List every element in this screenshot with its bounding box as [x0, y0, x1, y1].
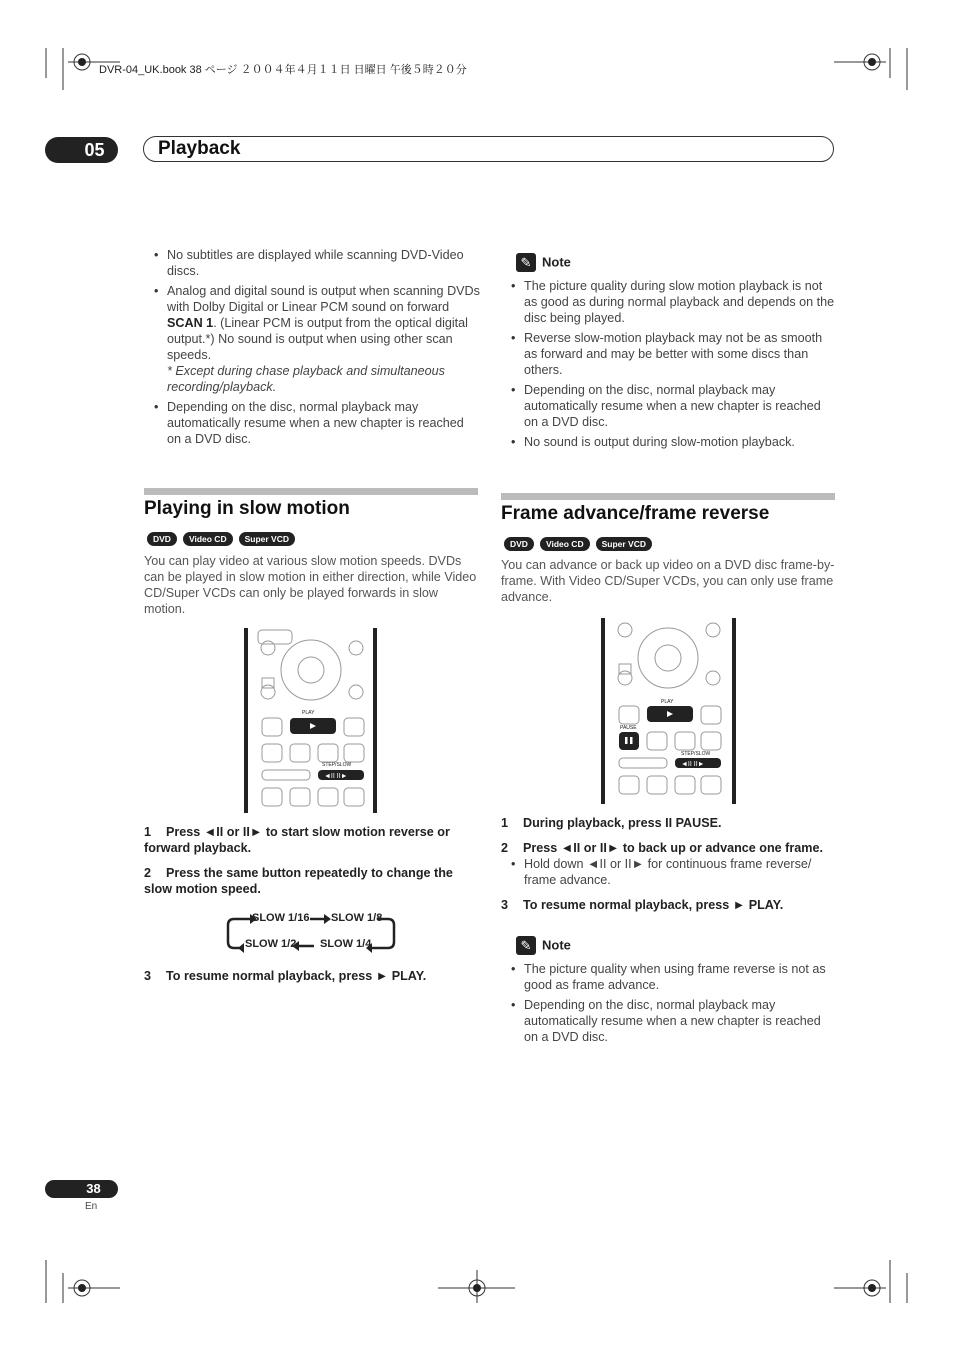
badge-video-cd: Video CD — [183, 532, 233, 546]
list-item: • No subtitles are displayed while scanning DVD-Video discs. — [144, 247, 480, 279]
section-title: Playing in slow motion — [144, 498, 350, 519]
section-intro: You can play video at various slow motion speeds. DVDs can be played in slow motion in either direction, while Video CD/Super VCDs can only be played forwards in slow motion. — [144, 554, 477, 616]
chapter-number-badge: 05 — [45, 137, 118, 163]
list-item: • Reverse slow-motion playback may not be as smooth as forward and may be better with some discs than others. — [501, 330, 837, 378]
pencil-icon: ✎ — [516, 253, 536, 272]
disc-badges — [147, 529, 301, 547]
badge-super-vcd: Super VCD — [239, 532, 295, 546]
speed-1-16: SLOW 1/16 — [252, 912, 310, 924]
list-item: • Depending on the disc, normal playback may automatically resume when a new chapter is reached on a DVD disc. — [144, 399, 480, 447]
pencil-icon: ✎ — [516, 936, 536, 955]
svg-text:◄II II►: ◄II II► — [681, 761, 705, 768]
note-list — [501, 961, 837, 1049]
step-slow-label: STEP/SLOW — [681, 751, 711, 757]
step-1: 1 During playback, press II PAUSE. — [501, 816, 722, 830]
step-2: 2 Press the same button repeatedly to change the slow motion speed. — [144, 866, 453, 896]
badge-dvd: DVD — [504, 537, 534, 551]
list-item: • Analog and digital sound is output when scanning DVDs with Dolby Digital or Linear PCM sound on forward SCAN 1. (Linear PCM is output from the optical digital output.*) No sound is output when using other scan speeds. * Except during chase playback and simultaneous recording/playback. — [144, 283, 480, 395]
badge-dvd: DVD — [147, 532, 177, 546]
badge-video-cd: Video CD — [540, 537, 590, 551]
speed-1-2: SLOW 1/2 — [245, 938, 297, 950]
list-item: • The picture quality during slow motion playback is not as good as during normal playback and depends on the disc being played. — [501, 278, 837, 326]
list-item: • Depending on the disc, normal playback may automatically resume when a new chapter is reached on a DVD disc. — [501, 997, 837, 1045]
scan-1-label: SCAN 1 — [167, 316, 214, 330]
remote-buttons-graphic — [605, 618, 732, 804]
scan-notes-list — [144, 247, 480, 451]
speed-1-8: SLOW 1/8 — [331, 912, 383, 924]
step-1: 1 Press ◄II or II► to start slow motion reverse or forward playback. — [144, 825, 450, 855]
section-title: Frame advance/frame reverse — [501, 503, 770, 524]
pause-label: PAUSE — [620, 725, 637, 731]
badge-super-vcd: Super VCD — [596, 537, 652, 551]
list-item: • Hold down ◄II or II► for continuous frame reverse/ frame advance. — [501, 856, 837, 888]
step-3: 3 To resume normal playback, press ► PLAY. — [501, 898, 784, 912]
speed-1-4: SLOW 1/4 — [320, 938, 372, 950]
step-2: 2 Press ◄II or II► to back up or advance one frame. — [501, 841, 823, 855]
remote-illustration — [244, 628, 377, 813]
note-list — [501, 278, 837, 454]
note-heading: ✎ Note — [516, 936, 571, 955]
note-heading: ✎ Note — [516, 253, 571, 272]
page-number: 38 — [45, 1180, 118, 1198]
section-rule — [501, 493, 835, 500]
file-meta-header: DVR-04_UK.book 38 ページ ２００４年４月１１日 日曜日 午後５時２０分 — [99, 64, 467, 76]
disc-badges — [504, 534, 658, 552]
language-code: En — [85, 1201, 98, 1212]
chapter-title: Playback — [158, 138, 241, 159]
footnote: * Except during chase playback and simultaneous recording/playback. — [167, 364, 445, 394]
play-label: PLAY — [302, 710, 315, 716]
list-item: • The picture quality when using frame reverse is not as good as frame advance. — [501, 961, 837, 993]
remote-illustration — [601, 618, 736, 804]
step-2-notes — [501, 856, 837, 892]
remote-buttons-graphic — [248, 628, 373, 813]
list-item: • Depending on the disc, normal playback may automatically resume when a new chapter is reached on a DVD disc. — [501, 382, 837, 430]
play-label: PLAY — [661, 699, 674, 705]
step-3: 3 To resume normal playback, press ► PLAY. — [144, 969, 427, 983]
chapter-title-bar — [143, 136, 834, 162]
step-slow-label: STEP/SLOW — [322, 762, 352, 768]
svg-text:◄II II►: ◄II II► — [324, 773, 348, 780]
list-item: • No sound is output during slow-motion playback. — [501, 434, 837, 450]
section-rule — [144, 488, 478, 495]
section-intro: You can advance or back up video on a DVD disc frame-by-frame. With Video CD/Super VCDs, you can only use frame advance. — [501, 558, 835, 604]
